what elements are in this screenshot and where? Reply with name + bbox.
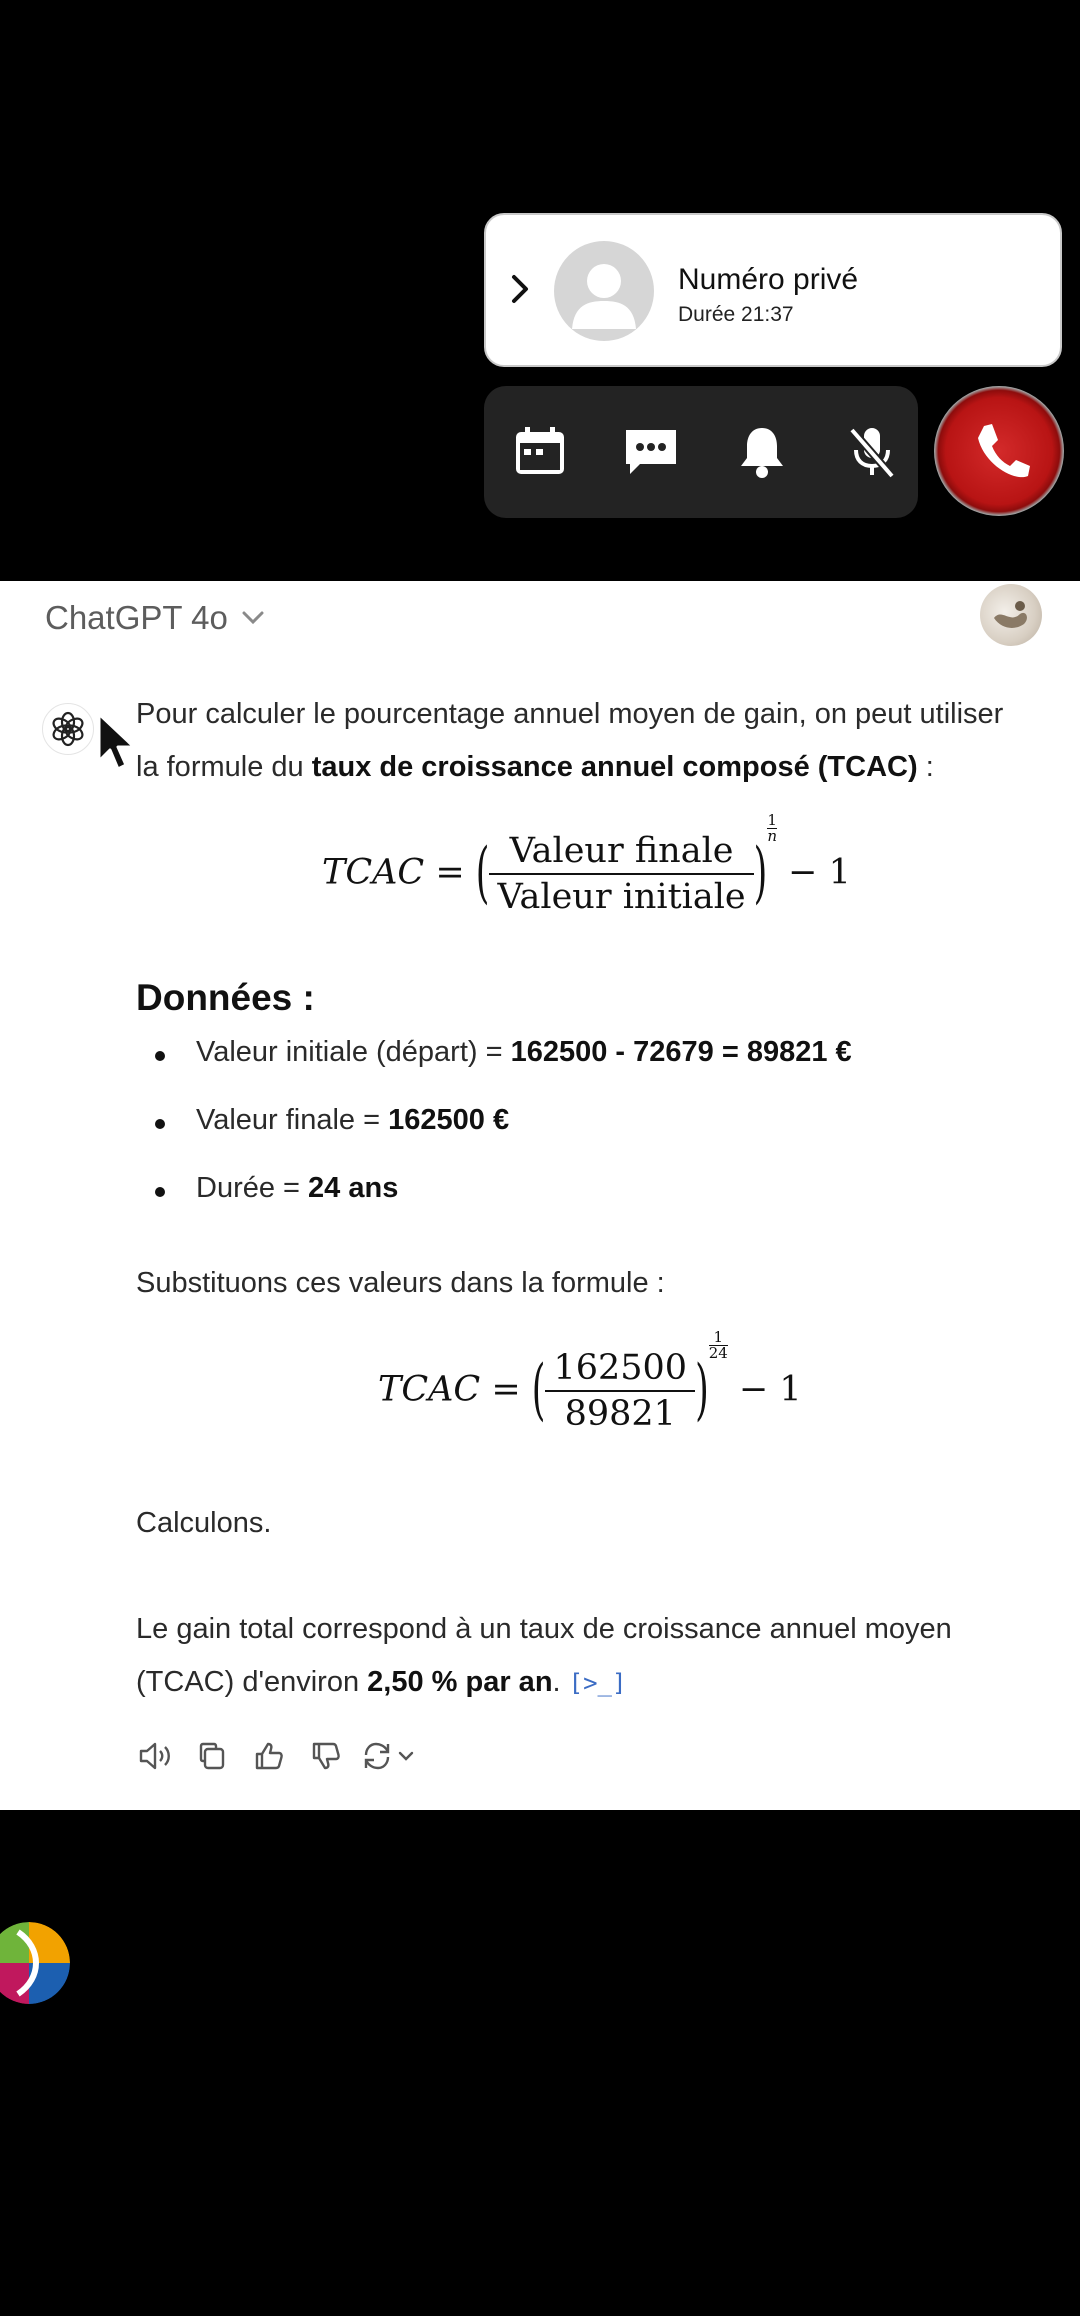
call-card[interactable] (484, 213, 1062, 367)
call-controls-bar (484, 386, 918, 518)
formula2-numerator: 162500 (545, 1346, 695, 1392)
mic-off-icon[interactable] (840, 420, 904, 484)
result-paragraph: Le gain total correspond à un taux de croissance annuel moyen (TCAC) d'environ 2,50 % par an. [>_] (136, 1613, 952, 1698)
calendar-icon[interactable] (508, 420, 572, 484)
mouse-pointer-icon (96, 711, 140, 780)
intro-paragraph (136, 688, 1046, 794)
formula-eq: = (435, 852, 465, 893)
formula-numerator: Valeur finale (489, 829, 753, 875)
formula-tcac: TCAC = ( $\frac{\text{Valeur finale}}{\text{Valeur initiale}}$ ) $\frac{1}{n} - 1$ (322, 811, 851, 917)
chat-panel: ChatGPT 4o Pour calculer le pourcentage annuel moyen de gain, on peut utiliser la formule du taux de croissance annuel composé (TCAC) : TCAC = ( $\frac{\text{Valeur finale}}{\text{Valeur initiale}}$ ) $\frac{1}{n} - 1$ Données : Valeur initiale (départ) = 162500 - 72679 = 89821 € Valeur finale = 162500 € Durée = 24 ans Substituons ces valeurs dans la formule : TCAC = ( $\frac{162500}{89821}$ ) $\frac{1}{24} - 1$ Calculons. Le gain total correspond à un taux de croissance annuel moyen (TCAC) d'environ 2,50 % par an. [>_] (0, 581, 1080, 1810)
model-selector[interactable]: ChatGPT 4o (45, 599, 228, 636)
data-heading: Données : (136, 977, 315, 1018)
read-aloud-icon[interactable] (136, 1736, 176, 1776)
formula2-denominator: 89821 (564, 1394, 676, 1434)
calc-text: Calculons. (136, 1507, 272, 1539)
call-duration: Durée 21:37 (678, 303, 794, 326)
formula-tail: − 1 (788, 852, 851, 893)
bell-icon[interactable] (730, 420, 794, 484)
regenerate-icon[interactable] (362, 1736, 422, 1776)
intro-line-2a: la formule du (136, 751, 312, 783)
formula-substituted: TCAC = ( $\frac{162500}{89821}$ ) $\frac{1}{24} - 1$ (378, 1328, 802, 1434)
thumbs-up-icon[interactable] (249, 1736, 289, 1776)
chevron-right-icon[interactable] (502, 271, 538, 307)
substitute-text: Substituons ces valeurs dans la formule : (136, 1267, 665, 1299)
formula2-fraction (545, 1346, 695, 1436)
result-value: 2,50 % par an (367, 1666, 553, 1698)
floating-app-logo-icon[interactable] (0, 1922, 70, 2004)
intro-line-2c: : (917, 751, 934, 783)
intro-term: taux de croissance annuel composé (TCAC) (311, 751, 918, 783)
formula2-lhs: TCAC (378, 1369, 481, 1410)
formula2-eq: = (491, 1369, 521, 1410)
chatgpt-logo-icon (42, 703, 94, 755)
caller-name: Numéro privé (678, 263, 859, 296)
avatar[interactable] (980, 584, 1042, 646)
formula-exponent: $\frac{1}{n}$ (767, 811, 777, 845)
person-icon (554, 241, 654, 341)
formula-denominator: Valeur initiale (497, 877, 746, 917)
thumbs-down-icon[interactable] (306, 1736, 346, 1776)
formula2-exponent: $\frac{1}{24}$ (708, 1328, 728, 1362)
copy-icon[interactable] (192, 1736, 232, 1776)
caller-avatar (554, 241, 654, 341)
code-interpreter-link[interactable]: [>_] (568, 1669, 627, 1697)
intro-line-1: Pour calculer le pourcentage annuel moyen de gain, on peut utiliser (136, 698, 1004, 730)
formula-lhs: TCAC (322, 852, 425, 893)
formula-fraction (489, 829, 753, 919)
chevron-down-icon[interactable] (240, 607, 266, 632)
formula2-tail: − 1 (738, 1369, 802, 1410)
hang-up-button[interactable] (934, 386, 1064, 516)
phone-icon (934, 386, 1064, 516)
message-icon[interactable] (619, 420, 683, 484)
